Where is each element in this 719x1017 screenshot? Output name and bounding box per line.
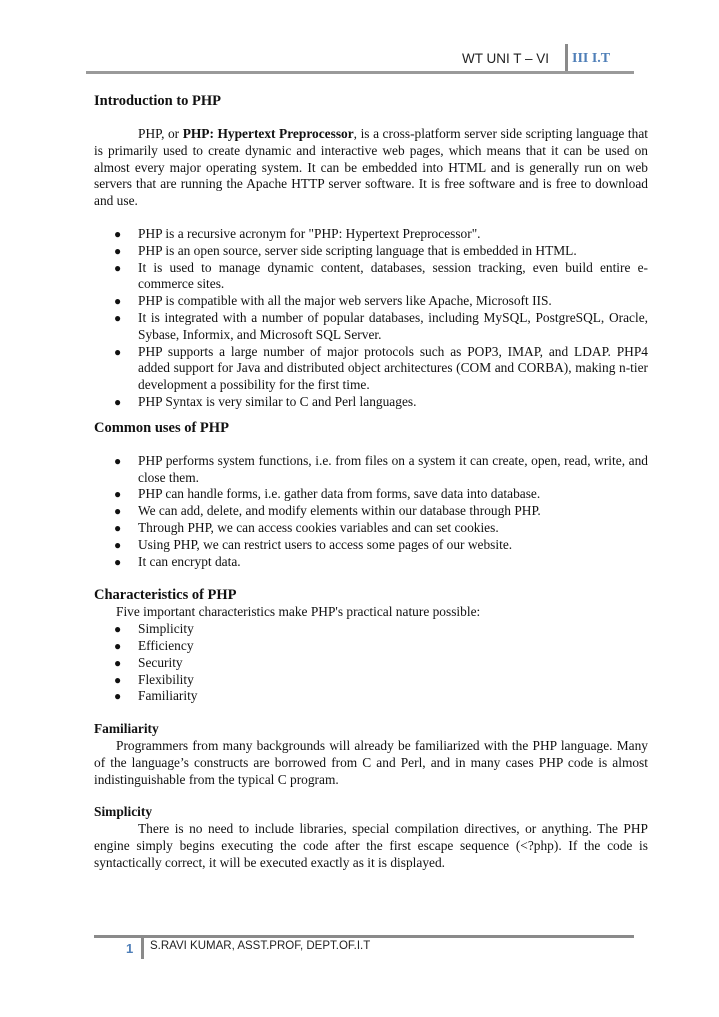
list-item: ● PHP is compatible with all the major web servers like Apache, Microsoft IIS.	[114, 293, 552, 309]
page-number: 1	[126, 941, 134, 956]
bullet-icon: ●	[114, 638, 122, 653]
bullet-icon: ●	[114, 554, 122, 569]
page-content	[94, 92, 648, 871]
bullet-icon: ●	[114, 453, 122, 468]
bullet-icon: ●	[114, 537, 122, 552]
bullet-icon: ●	[114, 394, 122, 409]
list-item: ● Using PHP, we can restrict users to access some pages of our website.	[114, 536, 513, 552]
list-item: ● We can add, delete, and modify elements within our database through PHP.	[114, 503, 541, 519]
list-item: ● It is integrated with a number of popular databases, including MySQL, PostgreSQL, Oracle, Sybase, Informix, and Microsoft SQL Server.	[114, 309, 648, 342]
bullet-icon: ●	[114, 689, 122, 704]
bullet-icon: ●	[114, 260, 122, 275]
list-item: ● Simplicity	[114, 621, 194, 637]
list-item: ● PHP is a recursive acronym for "PHP: Hypertext Preprocessor".	[114, 225, 481, 241]
list-item: ● It is used to manage dynamic content, databases, session tracking, even build entire e-commerce sites.	[114, 259, 648, 292]
familiarity-heading: Familiarity	[94, 721, 159, 737]
footer-rule	[94, 935, 634, 938]
footer-author: S.RAVI KUMAR, ASST.PROF, DEPT.OF.I.T	[150, 940, 371, 952]
list-item: ● Efficiency	[114, 637, 194, 653]
list-item: ● PHP Syntax is very similar to C and Perl languages.	[114, 393, 417, 409]
characteristics-heading: Characteristics of PHP	[94, 587, 237, 604]
list-item: ● PHP can handle forms, i.e. gather data from forms, save data into database.	[114, 486, 541, 502]
bullet-icon: ●	[114, 243, 122, 258]
header-divider	[565, 44, 568, 74]
list-item: ● Flexibility	[114, 671, 194, 687]
bullet-icon: ●	[114, 504, 122, 519]
list-item: ● It can encrypt data.	[114, 553, 241, 569]
simplicity-paragraph: There is no need to include libraries, special compilation directives, or anything. The PHP engine simply begins executing the code after the first escape sequence (<?php). If the code is syntactically correct, it will be executed exactly as it is displayed.	[94, 821, 648, 870]
list-item: ● Security	[114, 654, 183, 670]
list-item: ● Through PHP, we can access cookies variables and can set cookies.	[114, 519, 499, 535]
header-class: III I.T	[572, 51, 611, 66]
bullet-icon: ●	[114, 622, 122, 637]
list-item: ● PHP supports a large number of major protocols such as POP3, IMAP, and LDAP. PHP4 added support for Java and distributed object architectures (COM and CORBA), making n-tier development a possibility for the first time.	[114, 343, 648, 393]
familiarity-paragraph: Programmers from many backgrounds will already be familiarized with the PHP language. Many of the language’s constructs are borrowed from C and Perl, and in many cases PHP code is almost indistinguishable from the typical C program.	[94, 737, 648, 787]
bullet-icon: ●	[114, 655, 122, 670]
simplicity-heading: Simplicity	[94, 804, 153, 820]
bullet-icon: ●	[114, 294, 122, 309]
bullet-icon: ●	[114, 344, 122, 359]
list-item: ● PHP is an open source, server side scripting language that is embedded in HTML.	[114, 242, 577, 258]
characteristics-lead: Five important characteristics make PHP's practical nature possible:	[116, 604, 481, 620]
bullet-icon: ●	[114, 672, 122, 687]
bullet-icon: ●	[114, 310, 122, 325]
header-rule	[86, 71, 634, 74]
footer-divider	[141, 935, 144, 959]
uses-bullet-list	[94, 453, 648, 571]
intro-paragraph	[94, 126, 648, 210]
list-item: ● Familiarity	[114, 688, 198, 704]
characteristics-bullet-list	[94, 621, 648, 705]
intro-bullet-list	[94, 226, 648, 411]
header-unit: WT UNI T – VI	[462, 51, 550, 66]
uses-heading: Common uses of PHP	[94, 419, 229, 436]
bullet-icon: ●	[114, 487, 122, 502]
bullet-icon: ●	[114, 520, 122, 535]
intro-text-2: , is a cross-platform server side scripting language that is primarily used to create dynamic and interactive web pages, which means that it can be used on almost every major operating system. It can be embedded into HTML and is generally run on web servers that are running the Apache HTTP server software. It is free software and is free to download and use.	[94, 126, 648, 209]
intro-heading: Introduction to PHP	[94, 93, 222, 109]
intro-text-bold: PHP: Hypertext Preprocessor	[182, 126, 354, 141]
list-item: ● PHP performs system functions, i.e. from files on a system it can create, open, read, write, and close them.	[114, 452, 648, 485]
bullet-icon: ●	[114, 226, 122, 241]
intro-text-1: PHP, or	[138, 126, 183, 141]
